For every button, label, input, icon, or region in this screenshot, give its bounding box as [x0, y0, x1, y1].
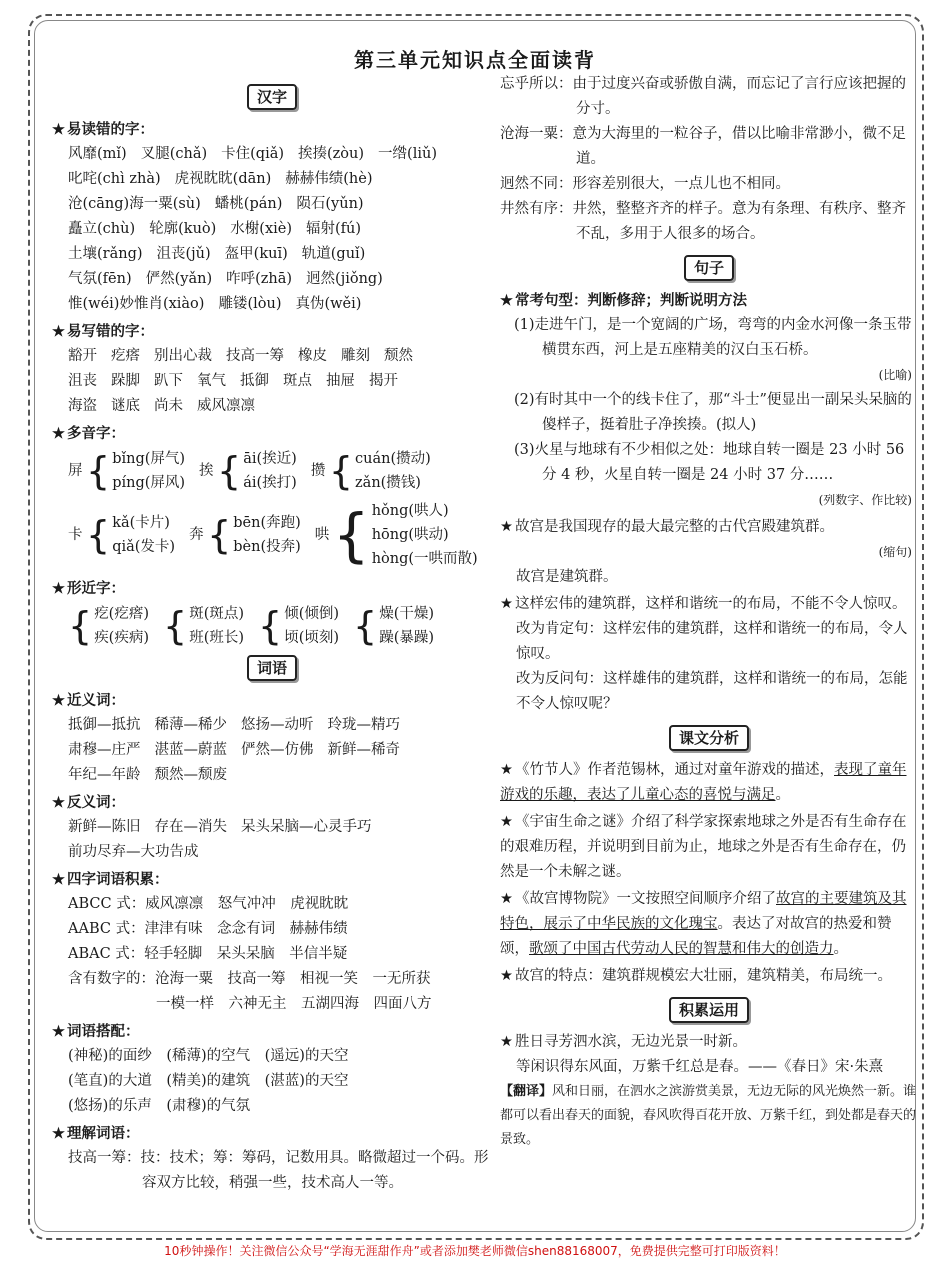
section-juzi: 句子: [500, 255, 918, 282]
gugong-answer: 故宫是建筑群。: [516, 569, 618, 585]
lijie-text: 技高一筹：技：技术；筹：筹码，记数用具。略微超过一个码。形容双方比较，稍强一些，技术高人一等。: [68, 1150, 489, 1191]
word-item: 蟠桃(pán): [214, 196, 283, 212]
ciyu-explain: 沧海一粟：意为大海里的一粒谷子，借以比喻非常渺小，微不足道。: [500, 126, 906, 167]
heading-yixie: ★ 易写错的字：: [52, 319, 492, 344]
brace-icon: {: [217, 449, 242, 493]
right-column: [500, 72, 918, 1152]
word-item: 玲珑—精巧: [327, 717, 400, 733]
word-item: 卡住(qiǎ): [221, 146, 285, 162]
section-jilei: 积累运用: [500, 997, 918, 1024]
brace-icon: {: [68, 604, 93, 648]
word-row: [52, 344, 492, 369]
word-item: 一绺(liǔ): [378, 146, 437, 162]
word-item: 俨然(yǎn): [145, 271, 213, 287]
sentence-1-note: (比喻): [878, 368, 912, 382]
word-item: 惟(wéi)妙惟肖(xiào): [68, 296, 205, 312]
word-item: 沮丧: [68, 373, 97, 389]
word-item: 赫赫伟绩(hè): [285, 171, 373, 187]
polyphone-group: [68, 447, 185, 495]
section-hanzi: 汉字: [52, 84, 492, 111]
poem-line-2: 等闲识得东风面，万紫千红总是春。——《春日》宋·朱熹: [516, 1059, 884, 1075]
word-item: 呆头呆脑—心灵手巧: [241, 819, 372, 835]
word-item: 趴下: [154, 373, 183, 389]
word-item: 真伪(wěi): [295, 296, 362, 312]
duoyin-row-1: [52, 446, 492, 496]
polyphone-reading: hōng(哄动): [371, 527, 449, 543]
word-item: 辐射(fú): [306, 221, 362, 237]
xingjin-item: 班(班长): [189, 630, 245, 646]
polyphone-reading: bèn(投奔): [233, 539, 301, 555]
polyphone-reading: āi(挨近): [243, 451, 297, 467]
xingjin-item: 疙(疙瘩): [94, 606, 150, 622]
word-item: 稀薄—稀少: [154, 717, 227, 733]
ciyu-explain: 迥然不同：形容差别很大，一点儿也不相同。: [500, 176, 790, 192]
brace-icon: {: [353, 604, 378, 648]
polyphone-group: [199, 447, 297, 495]
word-item: 橡皮: [298, 348, 327, 364]
yixie-list: [52, 344, 492, 419]
word-item: 悠扬—动听: [241, 717, 314, 733]
word-item: 挨揍(zòu): [298, 146, 365, 162]
brace-icon: {: [258, 604, 283, 648]
polyphone-reading: bēn(奔跑): [233, 515, 301, 531]
ciyu-explain: 忘乎所以：由于过度兴奋或骄傲自满，而忘记了言行应该把握的分寸。: [500, 76, 906, 117]
polyphone-char: 卡: [68, 526, 83, 543]
footer-note: 10秒钟操作！关注微信公众号“学海无涯甜作舟”或者添加樊老师微信shen88168007，免费提供完整可打印版资料！: [164, 1244, 786, 1258]
word-item: 颓然: [384, 348, 413, 364]
word-item: 别出心裁: [154, 348, 212, 364]
xingjin-row: [52, 601, 492, 651]
word-row: [52, 217, 492, 242]
word-item: 轮廓(kuò): [149, 221, 217, 237]
polyphone-reading: hòng(一哄而散): [371, 551, 478, 567]
word-item: 矗立(chù): [68, 221, 136, 237]
word-item: 叱咤(chì zhà): [68, 171, 161, 187]
sentence-2: (2)有时其中一个的线卡住了，那“斗士”便显出一副呆头呆脑的傻样子，挺着肚子净挨揍。(拟人): [514, 392, 912, 433]
word-item: 湛蓝—蔚蓝: [154, 742, 227, 758]
word-item: 谜底: [111, 398, 140, 414]
section-ciyu: 词语: [52, 655, 492, 682]
word-item: 土壤(rǎng): [68, 246, 143, 262]
zheyang-sentence: ★ 这样宏伟的建筑群，这样和谐统一的布局，不能不令人惊叹。: [500, 592, 918, 617]
shuzi-row: 含有数字的：沧海一粟 技高一筹 相视一笑 一无所获: [68, 971, 431, 987]
fanwen-sentence: 改为反问句：这样雄伟的建筑群，这样和谐统一的布局，怎能不令人惊叹呢？: [516, 671, 908, 712]
brace-icon: {: [332, 501, 370, 569]
polyphone-char: 屏: [68, 462, 83, 479]
word-item: 轨道(guǐ): [301, 246, 366, 262]
word-row: [52, 167, 492, 192]
word-item: 沧(cāng)海一粟(sù): [68, 196, 201, 212]
word-row: [52, 815, 492, 840]
sentence-1: (1)走进午门，是一个宽阔的广场，弯弯的内金水河像一条玉带横贯东西，河上是五座精美的汉白玉石桥。: [514, 317, 912, 358]
sentence-3: (3)火星与地球有不少相似之处：地球自转一圈是 23 小时 56 分 4 秒，火星自转一圈是 24 小时 37 分……: [514, 442, 905, 483]
gugong-note: (缩句): [878, 545, 912, 559]
xingjin-item: 顷(顷刻): [284, 630, 340, 646]
word-item: 新鲜—稀奇: [327, 742, 400, 758]
brace-icon: {: [328, 449, 354, 493]
word-item: 揭开: [369, 373, 398, 389]
xingjin-group: [68, 602, 149, 650]
sentence-3-note: (列数字、作比较): [818, 493, 912, 507]
duoyin-row-2: [52, 496, 492, 574]
word-row: [52, 142, 492, 167]
xingjin-item: 倾(倾倒): [284, 606, 340, 622]
word-item: 咋呼(zhā): [226, 271, 293, 287]
word-item: 抵御—抵抗: [68, 717, 141, 733]
word-row: [52, 369, 492, 394]
word-item: 尚未: [154, 398, 183, 414]
word-item: 存在—消失: [154, 819, 227, 835]
polyphone-reading: bǐng(屏气): [112, 451, 186, 467]
polyphone-char: 攒: [310, 462, 326, 479]
word-row: [52, 242, 492, 267]
kewen-1: ★ 《竹节人》作者范锡林，通过对童年游戏的描述，表现了童年游戏的乐趣，表达了儿童心态的喜悦与满足。: [500, 758, 918, 808]
polyphone-reading: píng(屏风): [112, 475, 186, 491]
word-item: 氧气: [197, 373, 226, 389]
word-item: 虎视眈眈(dān): [174, 171, 272, 187]
heading-yidu: ★ 易读错的字：: [52, 117, 492, 142]
word-row: [52, 840, 492, 865]
polyphone-group: [189, 511, 301, 559]
dapei-row: (悠扬)的乐声 (肃穆)的气氛: [68, 1098, 251, 1114]
polyphone-char: 挨: [199, 462, 214, 479]
word-item: 抽屉: [326, 373, 355, 389]
sizi-row: ABAC 式：轻手轻脚 呆头呆脑 半信半疑: [68, 946, 348, 962]
word-item: 威风凛凛: [197, 398, 255, 414]
word-item: 沮丧(jǔ): [156, 246, 211, 262]
poem-line-1: ★ 胜日寻芳泗水滨，无边光景一时新。: [500, 1030, 918, 1055]
heading-changkao: ★ 常考句型：判断修辞；判断说明方法: [500, 288, 918, 313]
gugong-sentence: ★ 故宫是我国现存的最大最完整的古代宫殿建筑群。: [500, 515, 918, 540]
word-item: 俨然—仿佛: [241, 742, 314, 758]
word-row: [52, 292, 492, 317]
polyphone-reading: hǒng(哄人): [371, 503, 449, 519]
word-item: 雕刻: [341, 348, 370, 364]
heading-dapei: ★ 词语搭配：: [52, 1019, 492, 1044]
heading-xingjin: ★ 形近字：: [52, 576, 492, 601]
word-row: [52, 763, 492, 788]
word-item: 肃穆—庄严: [68, 742, 141, 758]
xingjin-item: 斑(斑点): [189, 606, 245, 622]
polyphone-reading: kǎ(卡片): [112, 515, 170, 531]
kewen-4: ★ 故宫的特点：建筑群规模宏大壮丽，建筑精美，布局统一。: [500, 964, 918, 989]
heading-fanyi: ★ 反义词：: [52, 790, 492, 815]
xingjin-group: [258, 602, 339, 650]
heading-duoyin: ★ 多音字：: [52, 421, 492, 446]
xingjin-group: [353, 602, 434, 650]
sizi-row: ABCC 式：威风凛凛 怒气冲冲 虎视眈眈: [68, 896, 349, 912]
polyphone-char: 哄: [314, 526, 330, 543]
word-item: 跺脚: [111, 373, 140, 389]
word-item: 风靡(mǐ): [68, 146, 127, 162]
polyphone-reading: qiǎ(发卡): [112, 539, 176, 555]
word-item: 疙瘩: [111, 348, 140, 364]
word-item: 气氛(fēn): [68, 271, 132, 287]
word-item: 豁开: [68, 348, 97, 364]
xingjin-item: 躁(暴躁): [379, 630, 435, 646]
word-item: 陨石(yǔn): [296, 196, 364, 212]
word-item: 颓然—颓废: [154, 767, 227, 783]
polyphone-char: 奔: [189, 526, 204, 543]
heading-lijie: ★ 理解词语：: [52, 1121, 492, 1146]
brace-icon: {: [86, 449, 111, 493]
word-row: [52, 738, 492, 763]
brace-icon: {: [163, 604, 188, 648]
dapei-row: (神秘)的面纱 (稀薄)的空气 (遥远)的天空: [68, 1048, 349, 1064]
polyphone-group: [68, 511, 175, 559]
word-item: 叉腿(chǎ): [140, 146, 208, 162]
kewen-2: ★ 《宇宙生命之谜》介绍了科学家探索地球之外是否有生命存在的艰难历程，并说明到目前为止，地球之外是否有生命存在，仍然是一个未解之谜。: [500, 810, 918, 885]
word-item: 海盗: [68, 398, 97, 414]
word-item: 前功尽弃—大功告成: [68, 844, 199, 860]
yidu-list: [52, 142, 492, 317]
word-item: 新鲜—陈旧: [68, 819, 141, 835]
polyphone-reading: zǎn(攒钱): [355, 475, 421, 491]
xingjin-group: [163, 602, 244, 650]
jinyi-list: [52, 713, 492, 788]
left-column: [52, 80, 492, 1196]
sizi-row: AABC 式：津津有味 念念有词 赫赫伟绩: [68, 921, 348, 937]
shuzi-row: 一模一样 六神无主 五湖四海 四面八方: [156, 996, 432, 1012]
polyphone-reading: ái(挨打): [243, 475, 297, 491]
fanyi-list: [52, 815, 492, 865]
dapei-row: (笔直)的大道 (精美)的建筑 (湛蓝)的天空: [68, 1073, 349, 1089]
kending-sentence: 改为肯定句：这样宏伟的建筑群，这样和谐统一的布局，令人惊叹。: [516, 621, 908, 662]
word-row: [52, 267, 492, 292]
word-item: 迥然(jiǒng): [306, 271, 383, 287]
word-row: [52, 394, 492, 419]
polyphone-group: [311, 447, 431, 495]
kewen-3: ★ 《故宫博物院》一文按照空间顺序介绍了故宫的主要建筑及其特色，展示了中华民族的文化瑰宝。表达了对故宫的热爱和赞颂，歌颂了中国古代劳动人民的智慧和伟大的创造力。: [500, 887, 918, 962]
xingjin-item: 疾(疾病): [94, 630, 150, 646]
word-item: 盔甲(kuī): [224, 246, 288, 262]
word-item: 年纪—年龄: [68, 767, 141, 783]
word-item: 水榭(xiè): [230, 221, 293, 237]
word-row: [52, 192, 492, 217]
page-title: 第三单元知识点全面读背: [354, 48, 596, 72]
word-row: [52, 713, 492, 738]
heading-sizi: ★ 四字词语积累：: [52, 867, 492, 892]
section-kewen: 课文分析: [500, 725, 918, 752]
heading-jinyi: ★ 近义词：: [52, 688, 492, 713]
word-item: 技高一筹: [226, 348, 284, 364]
word-item: 斑点: [283, 373, 312, 389]
xingjin-item: 燥(干燥): [379, 606, 435, 622]
word-item: 抵御: [240, 373, 269, 389]
brace-icon: {: [86, 513, 111, 557]
ciyu-explain: 井然有序：井然，整整齐齐的样子。意为有条理、有秩序、整齐不乱，多用于人很多的场合。: [500, 201, 906, 242]
poem-translation: 【翻译】风和日丽，在泗水之滨游赏美景，无边无际的风光焕然一新。谁都可以看出春天的面貌，春风吹得百花开放、万紫千红，到处都是春天的景致。: [500, 1084, 917, 1147]
polyphone-group: [315, 499, 478, 571]
word-item: 雕镂(lòu): [218, 296, 282, 312]
polyphone-reading: cuán(攒动): [355, 451, 431, 467]
brace-icon: {: [207, 513, 232, 557]
